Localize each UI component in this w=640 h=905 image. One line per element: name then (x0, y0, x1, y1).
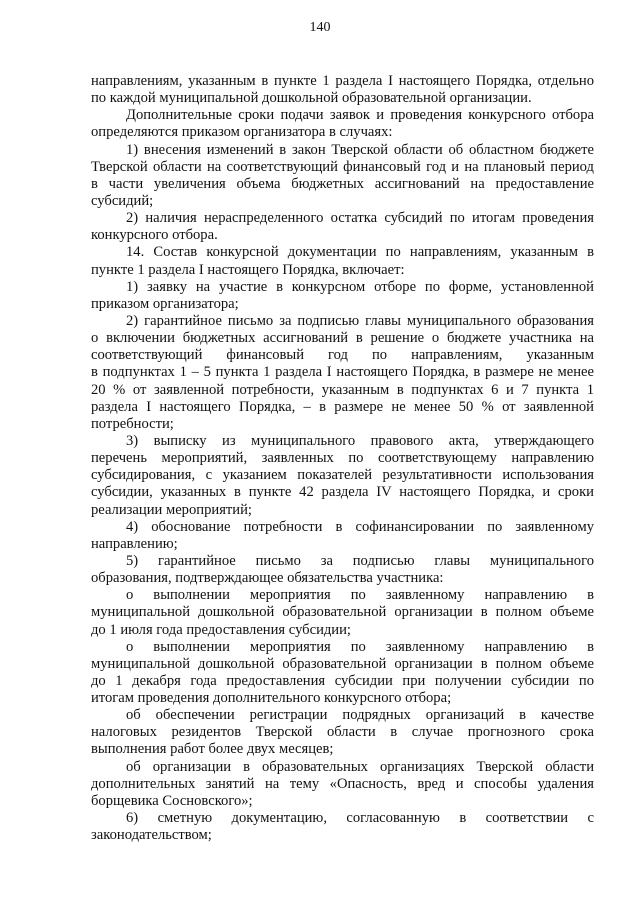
paragraph-first-line: об организации в образовательных организациях Тверской области (126, 758, 594, 775)
text-line: муниципальной дошкольной образовательной организации в полном объеме (91, 604, 594, 621)
text-line: итогам проведения дополнительного конкурсного отбора; (91, 690, 452, 707)
text-line: направлениям, указанным в пункте 1 раздела I настоящего Порядка, отдельно (91, 73, 594, 89)
text-line: раздела I настоящего Порядка, – в размере не менее 50 % от заявленной (91, 398, 594, 415)
text-line: потребности; (91, 415, 174, 432)
text-line: законодательством; (91, 827, 212, 844)
text-line: по каждой муниципальной дошкольной образовательной организации. (91, 90, 532, 107)
paragraph-first-line: 5) гарантийное письмо за подписью главы муниципального (126, 552, 594, 569)
text-line: субсидии, указанных в пункте 42 раздела IV настоящего Порядка, и сроки (91, 484, 594, 501)
text-line: пункте 1 раздела I настоящего Порядка, включает: (91, 261, 405, 278)
paragraph-first-line: 1) заявку на участие в конкурсном отборе по форме, установленной (126, 278, 594, 295)
text-line: о включении бюджетных ассигнований в решение о бюджете участника на (91, 330, 594, 347)
text-line: до 1 декабря года предоставления субсидии при получении субсидии по (91, 672, 594, 689)
text-line: до 1 июля года предоставления субсидии; (91, 621, 351, 638)
text-line: конкурсного отбора. (91, 227, 218, 244)
text-line: выполнения работ более двух месяцев; (91, 741, 334, 758)
document-body (91, 73, 594, 844)
paragraph-first-line: о выполнении мероприятия по заявленному направлению в (126, 587, 594, 604)
paragraph-first-line: 2) наличия нераспределенного остатка субсидий по итогам проведения (126, 210, 594, 227)
text-line: 20 % от заявленной потребности, указанным в подпунктах 6 и 7 пункта 1 (91, 381, 594, 398)
paragraph-first-line: Дополнительные сроки подачи заявок и проведения конкурсного отбора (126, 107, 594, 124)
paragraph-first-line: 4) обоснование потребности в софинансировании по заявленному (126, 518, 594, 535)
text-line: борщевика Сосновского»; (91, 792, 253, 809)
paragraph-first-line: 6) сметную документацию, согласованную в соответствии с (126, 810, 594, 827)
paragraph-first-line: 14. Состав конкурсной документации по направлениям, указанным в (126, 244, 594, 261)
text-line: в подпунктах 1 – 5 пункта 1 раздела I настоящего Порядка, в размере не менее (91, 364, 594, 381)
text-line: налоговых резидентов Тверской области в случае прогнозного срока (91, 724, 594, 741)
text-line: дополнительных занятий на тему «Опасность, вред и способы удаления (91, 775, 594, 792)
text-line: соответствующий финансовый год по направлениям, указанным (91, 347, 594, 364)
page-number: 140 (309, 20, 331, 35)
text-line: реализации мероприятий; (91, 501, 252, 518)
text-line: Тверской области на соответствующий финансовый год и на плановый период (91, 158, 594, 175)
text-line: муниципальной дошкольной образовательной организации в полном объеме (91, 655, 594, 672)
paragraph-first-line: об обеспечении регистрации подрядных организаций в качестве (126, 707, 594, 724)
text-line: субсидирования, с указанием показателей результативности использования (91, 467, 594, 484)
paragraph-first-line: о выполнении мероприятия по заявленному направлению в (126, 638, 594, 655)
paragraph-first-line: 1) внесения изменений в закон Тверской области об областном бюджете (126, 141, 594, 158)
paragraph-first-line: 2) гарантийное письмо за подписью главы муниципального образования (126, 312, 594, 329)
text-line: в части увеличения объема бюджетных ассигнований на предоставление (91, 175, 594, 192)
text-line: перечень мероприятий, заявленных по соответствующему направлению (91, 450, 594, 467)
paragraph-first-line: 3) выписку из муниципального правового акта, утверждающего (126, 432, 594, 449)
text-line: образования, подтверждающее обязательства участника: (91, 570, 444, 587)
text-line: направлению; (91, 535, 178, 552)
text-line: приказом организатора; (91, 295, 239, 312)
text-line: субсидий; (91, 192, 154, 209)
text-line: определяются приказом организатора в случаях: (91, 124, 393, 141)
